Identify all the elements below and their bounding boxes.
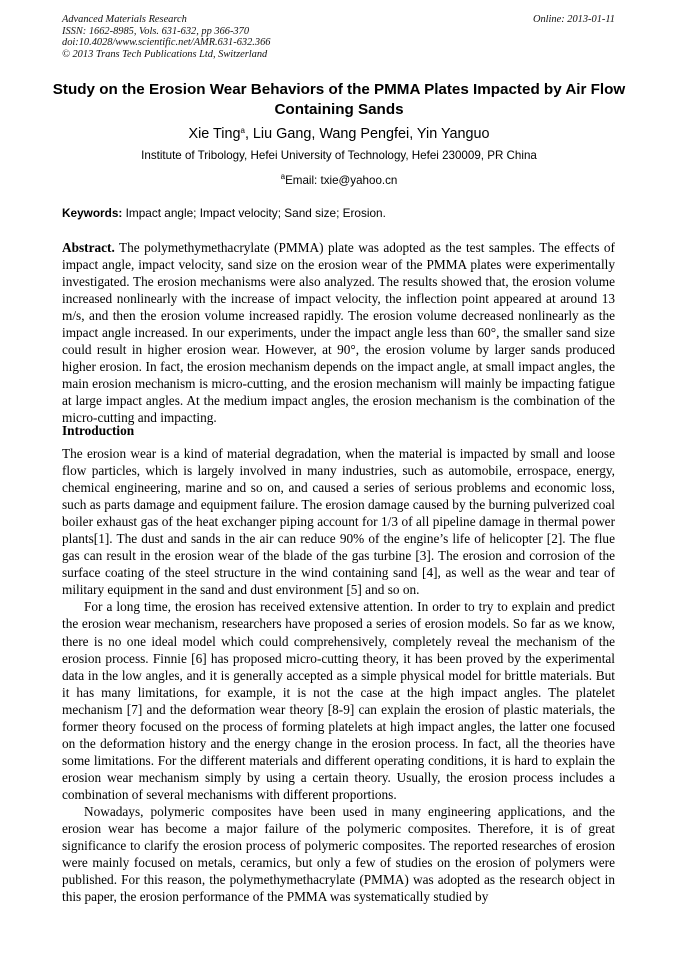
abstract-label: Abstract. — [62, 240, 115, 255]
author-list — [40, 122, 638, 143]
section-heading-introduction: Introduction — [62, 423, 135, 438]
doi-line: doi:10.4028/www.scientific.net/AMR.631-632.366 — [62, 37, 271, 49]
keywords — [62, 206, 386, 220]
first-author: Xie Ting — [188, 126, 241, 142]
online-date: Online: 2013-01-11 — [532, 14, 615, 25]
other-authors: , Liu Gang, Wang Pengfei, Yin Yanguo — [244, 126, 490, 142]
abstract — [62, 239, 615, 427]
copyright-line: © 2013 Trans Tech Publications Ltd, Switzerland — [62, 48, 268, 60]
email-mark: a — [280, 172, 286, 181]
journal-header — [62, 14, 270, 60]
author-affiliation-mark: a — [240, 126, 245, 135]
email-text: Email: txie@yahoo.cn — [285, 174, 398, 187]
intro-paragraph-3: Nowadays, polymeric composites have been used in many engineering applications, and the erosion wear has become a major failure of the polymeric composites. Therefore, it is of great significance to clarify the erosion process of polymeric composites. The reported researches of erosion were mainly focused on metals, ceramics, but only a few of studies on the erosion of polymers were published. For this reason, the polymethymethacrylate (PMMA) was adopted as the research object in this paper, the erosion performance of the PMMA was systematically studied by — [62, 803, 615, 905]
intro-paragraph-2: For a long time, the erosion has received extensive attention. In order to try to explain and predict the erosion wear mechanism, researchers have proposed a series of erosion models. So far as we know, there is no one ideal model which could comprehensively, completely reveal the mechanism of the erosion process. Finnie [6] has proposed micro-cutting theory, it has been proved by the experimental data in the low angles, and it is generally accepted as a simple physical model for brittle materials. But it has many limitations, for example, it is not the case at the high impact angles. The platelet mechanism [7] and the deformation wear theory [8-9] can explain the erosion of plastic materials, the former theory focused on the process of forming platelets at high impact angles, the latter one focused on the deformation history and the energy change in the erosion process. In fact, all the theories have some limitations. For the different materials and different operating conditions, it is hard to explain the erosion wear mechanism simply by using a certain theory. Usually, the erosion process includes a combination of several mechanisms with different proportions. — [62, 599, 615, 802]
introduction-body — [62, 445, 615, 905]
keywords-label: Keywords: — [62, 206, 123, 220]
keywords-text: Impact angle; Impact velocity; Sand size; Erosion. — [122, 206, 386, 220]
paper-title: Study on the Erosion Wear Behaviors of the PMMA Plates Impacted by Air Flow Containing Sands — [52, 81, 626, 118]
intro-paragraph-1: The erosion wear is a kind of material degradation, when the material is impacted by small and loose flow particles, which is largely involved in many industries, such as automobile, errospace, energy, chemical engineering, marine and so on, and caused a series of serious problems and economic loss, such as parts damage and equipment failure. The erosion damage caused by the burning pulverized coal boiler exhaust gas of the heat exchanger piping account for 1/3 of all pipeline damage in thermal power plants[1]. The dust and sands in the air can reduce 90% of the engine’s life of helicopter [2]. The flue gas can result in the erosion wear of the blade of the gas turbine [3]. The erosion and corrosion of the surface coating of the steel structure in the wind containing sand [4], as well as the wear and tear of military equipment in the sand and dust environment [5] and so on. — [62, 446, 615, 598]
email-line — [40, 170, 638, 188]
journal-name: Advanced Materials Research — [62, 14, 187, 25]
affiliation: Institute of Tribology, Hefei University of Technology, Hefei 230009, PR China — [141, 149, 537, 162]
issn-line: ISSN: 1662-8985, Vols. 631-632, pp 366-370 — [62, 25, 250, 37]
abstract-text: The polymethymethacrylate (PMMA) plate was adopted as the test samples. The effects of impact angle, impact velocity, sand size on the erosion wear of the PMMA plates were experimentally investigated. The erosion mechanisms were also analyzed. The results showed that, the erosion volume increased nonlinearly with the increase of impact velocity, the inflection point appeared at around 13 m/s, and then the erosion volume increased rapidly. The erosion volume decreased nonlinearly as the impact angle increased. In our experiments, under the impact angle less than 60°, the smaller sand size could result in higher erosion wear. However, at 90°, the erosion volume by larger sands produced higher erosion. In fact, the erosion mechanism depends on the impact angle, at small impact angles, the main erosion mechanism is micro-cutting, and the erosion mechanism will mainly be impacting fatigue at large impact angles. At the medium impact angles, the erosion mechanism is the combination of the micro-cutting and impacting. — [62, 240, 615, 426]
